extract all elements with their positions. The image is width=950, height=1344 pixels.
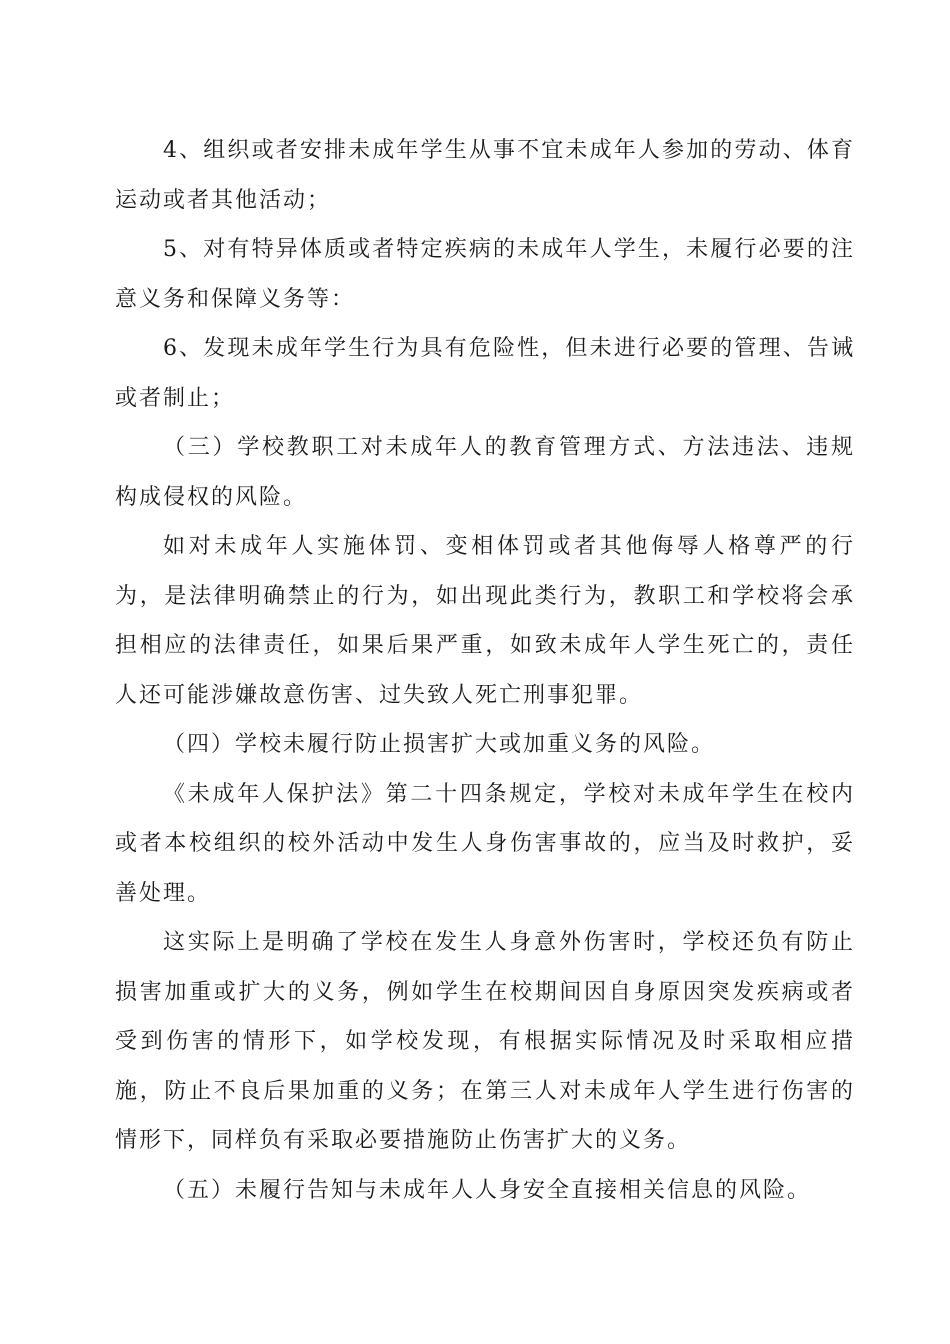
paragraph-item-6: 6、发现未成年学生行为具有危险性，但未进行必要的管理、告诫或者制止； xyxy=(115,336,855,411)
paragraph-item-4: 4、组织或者安排未成年学生从事不宜未成年人参加的劳动、体育运动或者其他活动； xyxy=(115,138,855,213)
section-heading-4: （四）学校未履行防止损害扩大或加重义务的风险。 xyxy=(163,732,716,757)
paragraph-corporal-punishment: 如对未成年人实施体罚、变相体罚或者其他侮辱人格尊严的行为，是法律明确禁止的行为，如出现此类行为，教职工和学校将会承担相应的法律责任，如果后果严重，如致未成年人学生死亡的，责任人还可能涉嫌故意伤害、过失致人死亡刑事犯罪。 xyxy=(115,534,855,708)
section-heading-3: （三）学校教职工对未成年人的教育管理方式、方法违法、违规构成侵权的风险。 xyxy=(115,435,855,510)
paragraph-duty-explanation: 这实际上是明确了学校在发生人身意外伤害时，学校还负有防止损害加重或扩大的义务，例如学生在校期间因自身原因突发疾病或者受到伤害的情形下，如学校发现，有根据实际情况及时采取相应措施，防止不良后果加重的义务；在第三人对未成年人学生进行伤害的情形下，同样负有采取必要措施防止伤害扩大的义务。 xyxy=(115,930,855,1153)
document-body xyxy=(115,126,855,1215)
paragraph-law-article-24: 《未成年人保护法》第二十四条规定，学校对未成年学生在校内或者本校组织的校外活动中发生人身伤害事故的，应当及时救护，妥善处理。 xyxy=(115,781,855,906)
section-heading-5: （五）未履行告知与未成年人人身安全直接相关信息的风险。 xyxy=(163,1177,812,1203)
paragraph-item-5: 5、对有特异体质或者特定疾病的未成年人学生，未履行必要的注意义务和保障义务等： xyxy=(115,237,855,312)
